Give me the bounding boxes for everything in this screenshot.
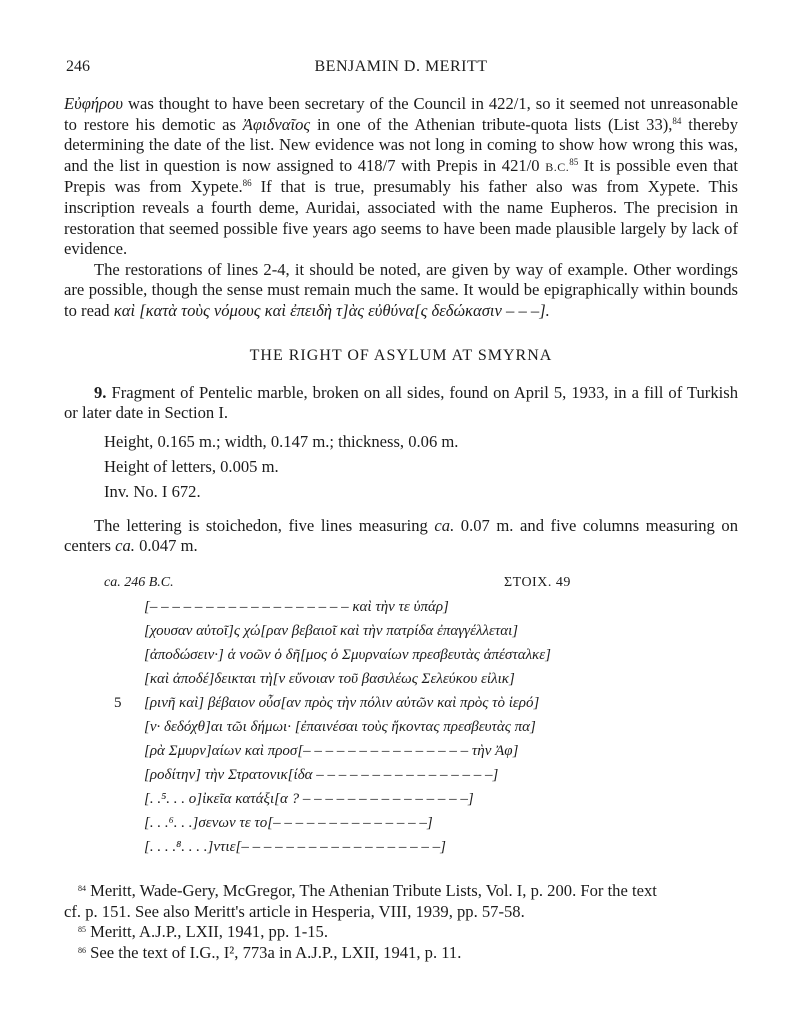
entry-number: 9. xyxy=(94,382,107,402)
footnote-84-continued: cf. p. 151. See also Meritt's article in Hesperia, VIII, 1939, pp. 57-58. xyxy=(64,901,525,921)
page-number: 246 xyxy=(66,58,90,75)
inscription-line: [χουσαν αὐτοῖ]ς χώ[ραν βεβαιοῖ καὶ τὴν πατρίδα ἐπαγγέλλεται] xyxy=(144,622,519,639)
greek-restoration: καὶ [κατὰ τοὺς νόμους καὶ ἐπειδὴ τ]ὰς εὐθύνα[ς δεδώκασιν – – –]. xyxy=(113,300,550,320)
dimensions: Height, 0.165 m.; width, 0.147 m.; thickness, 0.06 m. xyxy=(104,431,459,451)
body-paragraph-2: The restorations of lines 2-4, it should be noted, are given by way of example. Other wordings are possible, though the sense must remain much the same. It would be epigraphically within bounds to read καὶ [κατὰ τοὺς νόμους καὶ ἐπειδὴ τ]ὰς εὐθύνα[ς δεδώκασιν – – –]. xyxy=(64,259,738,320)
body-paragraph-1: Εὐφήρου was thought to have been secretary of the Council in 422/1, so it seemed not unreasonable to restore his demotic as Ἀφιδναῖος in one of the Athenian tribute-quota lists (List 33),$^{84}$ thereby determining the date of the list. New evidence was not long in coming to show how wrong this was, and the list in question is now assigned to 418/7 with Prepis in 421/0 B.C.$^{85}$ It is possible even that Prepis was from Xypete.$^{86}$ If that is true, presumably his father also was from Xypete. This inscription reveals a fourth deme, Auridai, associated with the name Eupheros. The precision in restoration that seemed possible five years ago seems to have been made plausible largely by lack of evidence. xyxy=(64,94,738,259)
footnote-86: $^{86}$ See the text of I.G., I², 773a in A.J.P., LXII, 1941, p. 11. xyxy=(78,942,462,962)
greek-word-aphidnaios: Ἀφιδναῖος xyxy=(242,114,311,134)
page xyxy=(64,56,738,963)
inscription-line: [. .⁵. . . ο]ἰκεῖα κατάξι[α ? – – – – – – – – – – – – – – –] xyxy=(144,790,474,807)
measurements xyxy=(64,429,738,504)
inventory-number: Inv. No. I 672. xyxy=(104,481,201,501)
section-title: THE RIGHT OF ASYLUM AT SMYRNA xyxy=(249,346,553,364)
footnote-ref-85: 85 xyxy=(569,156,579,167)
stoichedon-count: ΣΤΟΙΧ. 49 xyxy=(504,574,571,590)
inscription-line: [ρὰ Σμυρν]αίων καὶ προσ[– – – – – – – – – – – – – – – τὴν Ἀφ] xyxy=(144,742,519,759)
inscription-line: [. . . .⁸. . . .]ντιε[– – – – – – – – – – – – – – – – – –] xyxy=(144,838,446,855)
inscription-line: [ἀποδώσειν·] ἁ νοῶν ὁ δῆ[μος ὁ Σμυρναίων πρεσβευτὰς ἀπέσταλκε] xyxy=(144,646,552,663)
inscription-line: [ν· δεδόχθ]αι τῶι δήμωι· [ἐπαινέσαι τοὺς ἥκοντας πρεσβευτὰς πα] xyxy=(144,718,536,735)
greek-word-eupherou: Εὐφήρου xyxy=(64,94,124,113)
inscription-line: [καὶ ἀποδέ]δεικται τὴ[ν εὔνοιαν τοῦ βασιλέως Σελεύκου εἰλικ] xyxy=(144,670,515,687)
inscription-header xyxy=(64,575,738,599)
footnote-84: $^{84}$ Meritt, Wade-Gery, McGregor, The Athenian Tribute Lists, Vol. I, p. 200. For the text xyxy=(78,880,657,900)
inscription-line: [– – – – – – – – – – – – – – – – – – καὶ τὴν τε ὑπάρ] xyxy=(144,598,449,615)
inscription-line: 5 [ρινῆ καὶ] βέβαιον οὖσ[αν πρὸς τὴν πόλιν αὐτῶν καὶ πρὸς τὸ ἱερό] xyxy=(114,694,540,711)
footnote-ref-84: 84 xyxy=(672,115,682,126)
lettering-description: The lettering is stoichedon, five lines measuring ca. 0.07 m. and five columns measuring on centers ca. 0.047 m. xyxy=(64,515,738,556)
running-title: BENJAMIN D. MERITT xyxy=(314,58,488,75)
inscription-line: [ροδίτην] τὴν Στρατονικ[ίδα – – – – – – – – – – – – – – – –] xyxy=(144,766,499,783)
entry-description: 9. Fragment of Pentelic marble, broken on all sides, found on April 5, 1933, in a fill of Turkish or later date in Section I. xyxy=(64,382,738,423)
inscription-text xyxy=(64,575,738,863)
line-number: 5 xyxy=(114,694,122,711)
letter-height: Height of letters, 0.005 m. xyxy=(104,456,279,476)
footnote-85: $^{85}$ Meritt, A.J.P., LXII, 1941, pp. 1-15. xyxy=(78,922,328,942)
running-head xyxy=(64,56,738,82)
inscription-date: ca. 246 B.C. xyxy=(104,574,174,590)
footnotes xyxy=(64,881,738,963)
footnote-ref-86: 86 xyxy=(242,178,252,189)
inscription-line: [. . .⁶. . .]σενων τε το[– – – – – – – – – – – – – –] xyxy=(144,814,433,831)
